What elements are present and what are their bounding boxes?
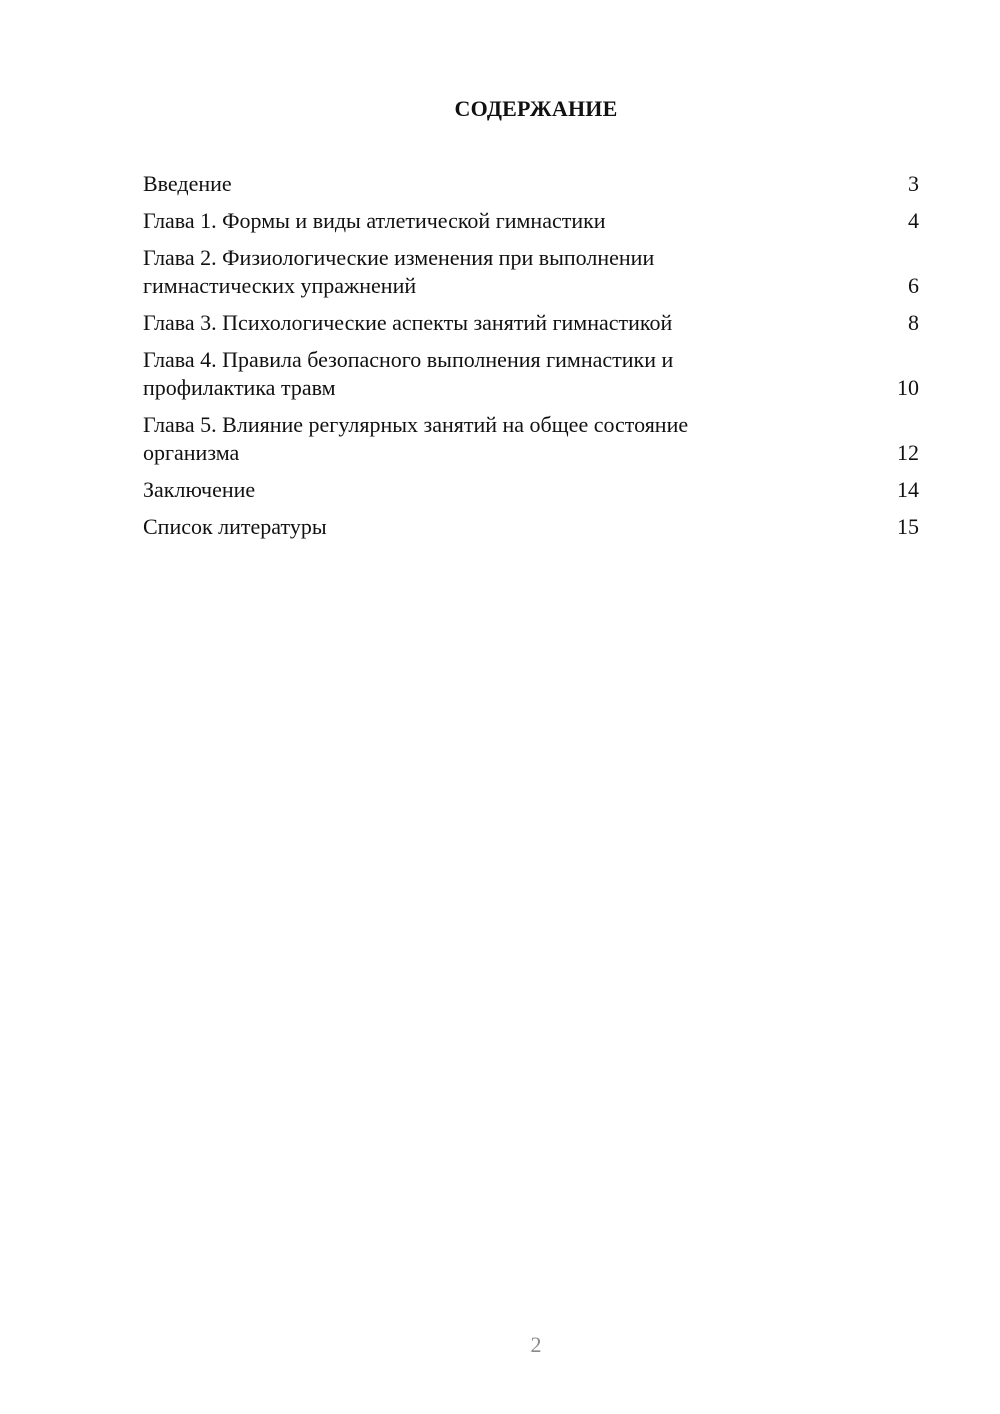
toc-entry-chapter-2	[143, 244, 919, 300]
toc-entry-text: Глава 3. Психологические аспекты занятий гимнастикой	[143, 310, 673, 335]
toc-entry-chapter-1	[143, 207, 919, 235]
toc-entry-page: 12	[897, 440, 919, 465]
toc-entry-conclusion	[143, 476, 919, 504]
toc-entry-text: Заключение	[143, 477, 256, 502]
toc-entry-page: 6	[908, 273, 919, 298]
toc-entry-chapter-4	[143, 346, 919, 402]
toc-entry-page: 15	[897, 514, 919, 539]
table-of-contents	[143, 170, 919, 550]
toc-entry-page: 10	[897, 375, 919, 400]
toc-entry-text: Глава 5. Влияние регулярных занятий на общее состояние организма	[143, 412, 689, 465]
toc-entry-text: Глава 2. Физиологические изменения при выполнении гимнастических упражнений	[143, 245, 655, 298]
toc-entry-text: Глава 4. Правила безопасного выполнения гимнастики и профилактика травм	[143, 347, 674, 400]
toc-entry-text: Список литературы	[143, 514, 327, 539]
toc-title: СОДЕРЖАНИЕ	[454, 96, 618, 121]
toc-entry-text: Введение	[143, 171, 232, 196]
toc-entry-text: Глава 1. Формы и виды атлетической гимнастики	[143, 208, 606, 233]
toc-entry-page: 3	[908, 171, 919, 196]
toc-entry-page: 4	[908, 208, 919, 233]
toc-entry-page: 14	[897, 477, 919, 502]
toc-entry-chapter-3	[143, 309, 919, 337]
toc-entry-introduction	[143, 170, 919, 198]
toc-entry-chapter-5	[143, 411, 919, 467]
toc-entry-references	[143, 513, 919, 541]
toc-entry-page: 8	[908, 310, 919, 335]
page-number: 2	[530, 1332, 542, 1357]
